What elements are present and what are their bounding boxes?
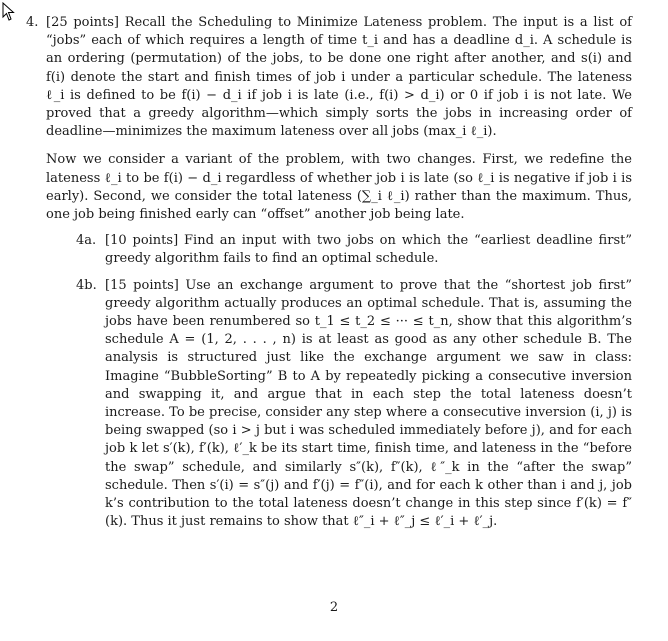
problem-4 — [26, 14, 632, 531]
part-text: [10 points] Find an input with two jobs on which the “earliest deadline first” greedy algorithm fails to find an optimal schedule. — [105, 233, 632, 267]
problem-number: 4. — [26, 15, 39, 30]
part-label: 4b. — [76, 277, 97, 293]
problem-intro-paragraph: [25 points] Recall the Scheduling to Minimize Lateness problem. The input is a list of “jobs” each of which requires a length of time t_i and has a deadline d_i. A schedule is an ordering (permutation) of the jobs, to be done one right after another, and s(i) and f(i) denote the start and finish times of job i under a particular schedule. The lateness ℓ_i is defined to be f(i) − d_i if job i is late (i.e., f(i) > d_i) or 0 if job i is not late. We proved that a greedy algorithm—which simply sorts the jobs in increasing order of deadline—minimizes the maximum lateness over all jobs (max_i ℓ_i). — [46, 15, 632, 140]
part-4b — [76, 277, 632, 532]
part-4a — [76, 232, 632, 268]
problem-variant-paragraph: Now we consider a variant of the problem, with two changes. First, we redefine the lateness ℓ_i to be f(i) − d_i regardless of whether job i is late (so ℓ_i is negative if job i is early). Second, we consider the total lateness (∑_i ℓ_i) rather than the maximum. Thus, one job being finished early can “offset” another job being late. — [46, 152, 632, 223]
part-label: 4a. — [76, 233, 97, 249]
part-text: [15 points] Use an exchange argument to prove that the “shortest job first” greedy algorithm actually produces an optimal schedule. That is, assuming the jobs have been renumbered so t_1 ≤ t_2 ≤ ··· ≤ t_n, show that this algorithm’s schedule A = (1, 2, . . . , n) is at least as good as any other schedule B. The analysis is structured just like the exchange argument we saw in class: Imagine “BubbleSorting” B to A by repeatedly picking a consecutive inversion and swapping it, and argue that in each step the total lateness doesn’t increase. To be precise, consider any step where a consecutive inversion (i, j) is being swapped (so i > j but i was scheduled immediately before j), and for each job k let s′(k), f′(k), ℓ′_k be its start time, finish time, and lateness in the “before the swap” schedule, and similarly s″(k), f″(k), ℓ″_k in the “after the swap” schedule. Then s′(i) = s″(j) and f′(j) = f″(i), and for each k other than i and j, job k’s contribution to the total lateness doesn’t change in this step since f′(k) = f″(k). Thus it just remains to show that ℓ″_i + ℓ″_j ≤ ℓ′_i + ℓ′_j. — [105, 277, 632, 530]
mouse-pointer-icon — [2, 2, 16, 22]
page-number: 2 — [329, 600, 339, 615]
